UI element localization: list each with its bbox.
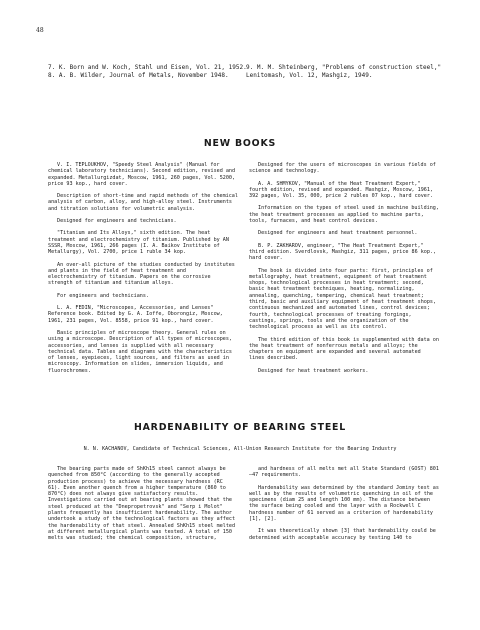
book-paragraph: Information on the types of steel used in machine building, the heat treatment processes as applied to machine parts, tools, furnaces, and heat control devices.: [249, 205, 439, 225]
reference-item: 9. M. M. Shteinberg, "Problems of construction steel," Lenitomash, Vol. 12, Mashgiz, 1949.: [246, 64, 442, 79]
article-paragraph: Hardenability was determined by the standard Jominy test as well as by the results of volumetric quenching in oil of the specimens (diam 25 and length 100 mm). The distance between the surface being cooled and the layer with a Rockwell C hardness number of 61 served as a criterion of hardenability [1], [2].: [249, 484, 439, 523]
book-paragraph: The third edition of this book is supplemented with data on the heat treatment of nonferrous metals and alloys; the chapters on equipment are expanded and several automated lines described.: [249, 336, 439, 362]
article-paragraph: It was theoretically shown [3] that hardenability could be determined with acceptable accuracy by testing 140 to: [249, 528, 436, 541]
reference-list-right: [246, 64, 466, 80]
book-paragraph: An over-all picture of the studies conducted by institutes and plants in the field of heat treatment and electrochemistry of titanium. Papers on the corrosive strength of titanium and titanium alloys.: [48, 261, 235, 287]
new-books-right-column: [249, 162, 439, 380]
book-paragraph: A. A. SHMYKOV, "Manual of the Heat Treatment Expert," fourth edition, revised and expanded. Mashgiz, Moscow, 1961, 392 pages, Vol. 35, 000, price 2 rubles 07 kop., hard cover.: [249, 180, 434, 200]
book-paragraph: For engineers and technicians.: [57, 292, 150, 299]
reference-item: 7. K. Born and W. Koch, Stahl und Eisen, Vol. 21, 1952.: [48, 64, 247, 71]
article-right-column: [249, 466, 439, 547]
article-paragraph: and hardness of all melts met all State Standard (GOST) 801—47 requirements.: [249, 466, 439, 479]
book-paragraph: The book is divided into four parts: first, principles of metallography, heat treatment, equipment of heat treatment shops, technological processes in heat treatment; second, basic heat treatment techniques, heating, normalizing, annealing, quenching, tempering, chemical heat treatment; third, basic and auxiliary equipment of heat treatment shops, continuous mechanized and automated lines, control devices; fourth, technological processes of treating forgings, castings, springs, tools and the organization of the technological process as well as its control.: [249, 267, 437, 331]
book-paragraph: Description of short-time and rapid methods of the chemical analysis of carbon, alloy, and high-alloy steel. Instruments and titration solutions for volumetric analysis.: [48, 193, 238, 212]
reference-item: 8. A. B. Wilder, Journal of Metals, November 1948.: [48, 72, 229, 79]
book-paragraph: V. I. TEPLOUKHOV, "Speedy Steel Analysis" (Manual for chemical laboratory technicians). Second edition, revised and expanded. Metallurgizdat, Moscow, 1961, 260 pages, Vol. 5200, price 93 kop., hard cover.: [48, 162, 236, 187]
article-paragraph: The bearing parts made of ShKh15 steel cannot always be quenched from 850°C (according to the generally accepted production process) to achieve the necessary hardness (RC 61). Even another quench from a higher temperature (860 to 870°C) does not always give satisfactory results. Investigations carried out at bearing plants showed that the steel produced at the "Dnepropetrovsk" and "Serp i Molot" plants frequently has insufficient hardenability. The author undertook a study of the technological factors as they affect the hardenability of that steel. Annealed ShKh15 steel melted at different metallurgical plants was tested. A total of 150 melts was studied; the chemical composition, structure,: [48, 466, 236, 542]
book-paragraph: Designed for the users of microscopes in various fields of science and technology.: [249, 162, 436, 175]
new-books-heading: NEW BOOKS: [203, 138, 277, 149]
article-left-column: [48, 466, 238, 548]
book-paragraph: Designed for engineers and heat treatment personnel.: [258, 230, 418, 237]
article-title: HARDENABILITY OF BEARING STEEL: [133, 422, 347, 433]
book-paragraph: B. P. ZAKHAROV, engineer, "The Heat Treatment Expert," third edition. Sverdlovsk, Mashgiz, 311 pages, price 86 kop., hard cover.: [249, 242, 437, 262]
page-number: 48: [36, 27, 44, 34]
book-paragraph: Designed for engineers and technicians.: [57, 218, 177, 225]
new-books-left-column: [48, 162, 238, 380]
book-paragraph: Basic principles of microscope theory. General rules on using a microscope. Description of all types of microscopes, accessories, and lenses is supplied with all necessary technical data. Tables and diagrams with the characteristics of lenses, eyepieces, light sources, and filters as used in microscopy. Information on slides, immersion liquids, and fluorochromes.: [48, 329, 233, 374]
book-paragraph: "Titanium and Its Alloys," sixth edition. The heat treatment and electrochemistry of titanium. Published by AN SSSR, Moscow, 1961, 266 pages (I. A. Baikov Institute of Metallurgy), Vol. 2700, price 1 ruble 34 kop.: [48, 230, 229, 256]
article-byline: N. N. KACHANOV, Candidate of Technical Sciences, All-Union Research Institute for the Bearing Industry: [83, 446, 397, 452]
book-paragraph: Designed for heat treatment workers.: [258, 367, 369, 374]
reference-list-left: [48, 64, 248, 80]
book-paragraph: L. A. FEDIN, "Microscopes, Accessories, and Lenses" Reference book. Edited by G. A. Ioffe, Oborongiz, Moscow, 1961, 231 pages, Vol. 8558, price 91 kop., hard cover.: [48, 305, 223, 324]
